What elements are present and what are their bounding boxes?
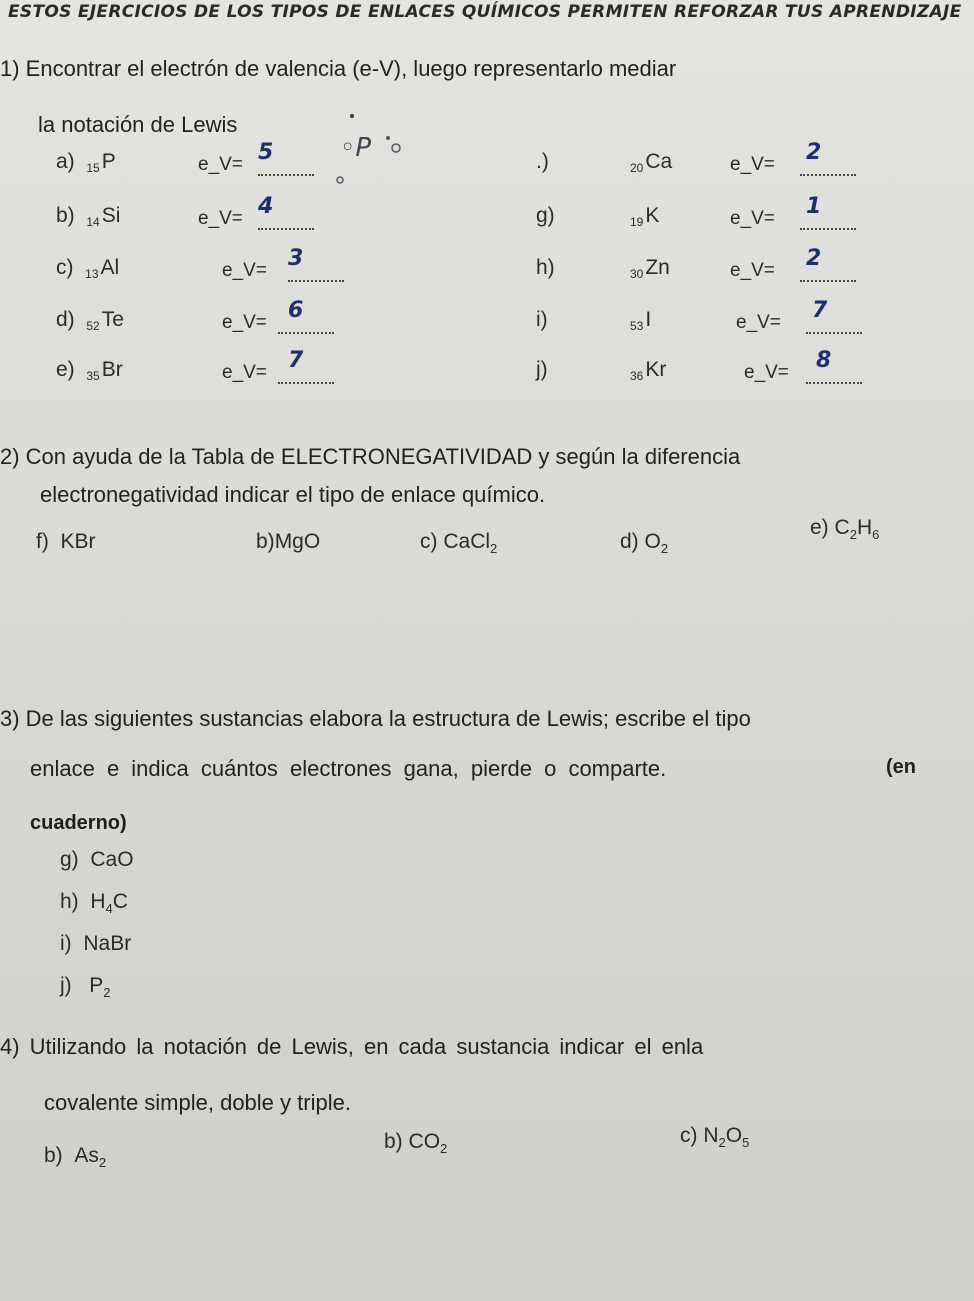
q1-answer-f[interactable]: 2 xyxy=(806,140,822,165)
q1-blank-i xyxy=(806,330,862,334)
q1-item-e: e) 35Br xyxy=(56,358,123,383)
q1-element-h: 30Zn xyxy=(630,256,670,281)
q1-item-b: b) 14Si xyxy=(56,204,121,229)
question-2-prompt: 2) Con ayuda de la Tabla de ELECTRONEGATIVIDAD y según la diferencia xyxy=(0,444,741,469)
q1-blank-g xyxy=(800,226,856,230)
q1-element-g: 19K xyxy=(630,204,660,229)
q1-ev-i: e_V= xyxy=(736,312,781,333)
q1-ev-a: e_V= xyxy=(198,154,243,175)
question-3-prompt: 3) De las siguientes sustancias elabora la estructura de Lewis; escribe el tipo xyxy=(0,706,751,731)
question-3-prompt-cont: enlace e indica cuántos electrones gana, pierde o comparte. xyxy=(30,756,667,781)
q1-blank-a xyxy=(258,172,314,176)
q1-ev-j: e_V= xyxy=(744,362,789,383)
q1-item-f: .) xyxy=(536,150,549,173)
q1-answer-b[interactable]: 4 xyxy=(258,194,274,219)
q1-blank-c xyxy=(288,278,344,282)
q1-item-i: i) xyxy=(536,308,548,331)
question-4-prompt-cont: covalente simple, doble y triple. xyxy=(44,1090,351,1115)
q4-item-1: b) $As_2$ xyxy=(44,1144,107,1171)
q1-answer-h[interactable]: 2 xyxy=(806,246,822,271)
q1-blank-b xyxy=(258,226,314,230)
question-3-note-cont: cuaderno) xyxy=(30,812,127,834)
q1-blank-f xyxy=(800,172,856,176)
q1-answer-g[interactable]: 1 xyxy=(806,194,822,219)
q1-element-j: 36Kr xyxy=(630,358,667,383)
worksheet-banner: ESTOS EJERCICIOS DE LOS TIPOS DE ENLACES QUÍMICOS PERMITEN REFORZAR TUS APRENDIZAJE xyxy=(8,2,962,22)
q1-item-h: h) xyxy=(536,256,555,279)
q1-answer-d[interactable]: 6 xyxy=(288,298,304,323)
q2-item-d: d) $O_2$ xyxy=(620,530,669,557)
q2-item-b: b)MgO xyxy=(256,530,321,553)
q2-item-e: e) $C_2H_6$ xyxy=(810,516,880,543)
q1-element-f: 20Ca xyxy=(630,150,673,175)
question-3-note: (en xyxy=(886,756,916,778)
q1-item-j: j) xyxy=(536,358,548,381)
q1-blank-j xyxy=(806,380,862,384)
q1-answer-i[interactable]: 7 xyxy=(812,298,828,323)
q3-item-j: j) $P_2$ xyxy=(60,974,111,1001)
q1-item-c: c) 13Al xyxy=(56,256,120,281)
q1-ev-b: e_V= xyxy=(198,208,243,229)
q4-item-2: b) $CO_2$ xyxy=(384,1130,448,1157)
q1-ev-h: e_V= xyxy=(730,260,775,281)
q1-ev-d: e_V= xyxy=(222,312,267,333)
question-1-prompt-cont: la notación de Lewis xyxy=(38,112,238,137)
q1-answer-a[interactable]: 5 xyxy=(258,140,274,165)
q1-item-a: a) 15P xyxy=(56,150,116,175)
question-4-prompt: 4) Utilizando la notación de Lewis, en cada sustancia indicar el enla xyxy=(0,1034,704,1059)
q3-item-i: i) NaBr xyxy=(60,932,132,955)
q1-element-i: 53I xyxy=(630,308,652,333)
q1-blank-h xyxy=(800,278,856,282)
q2-item-f: f) KBr xyxy=(36,530,96,553)
svg-text:◦P: ◦P xyxy=(340,133,372,163)
q4-item-3: c) $N_2O_5$ xyxy=(680,1124,750,1151)
q1-ev-c: e_V= xyxy=(222,260,267,281)
q1-ev-e: e_V= xyxy=(222,362,267,383)
question-2-prompt-cont: electronegatividad indicar el tipo de enlace químico. xyxy=(40,482,546,507)
question-1-prompt: 1) Encontrar el electrón de valencia (e-V), luego representarlo mediar xyxy=(0,56,677,81)
q1-blank-d xyxy=(278,330,334,334)
q1-ev-g: e_V= xyxy=(730,208,775,229)
lewis-doodle xyxy=(330,108,440,188)
q1-answer-e[interactable]: 7 xyxy=(288,348,304,373)
q1-item-d: d) 52Te xyxy=(56,308,124,333)
q1-answer-c[interactable]: 3 xyxy=(288,246,304,271)
q1-answer-j[interactable]: 8 xyxy=(816,348,832,373)
q1-ev-f: e_V= xyxy=(730,154,775,175)
q3-item-g: g) CaO xyxy=(60,848,134,871)
q1-item-g: g) xyxy=(536,204,555,227)
q2-item-c: c) CaCl$_2$ xyxy=(420,530,498,557)
q3-item-h: h) $H_4C$ xyxy=(60,890,128,917)
q1-blank-e xyxy=(278,380,334,384)
